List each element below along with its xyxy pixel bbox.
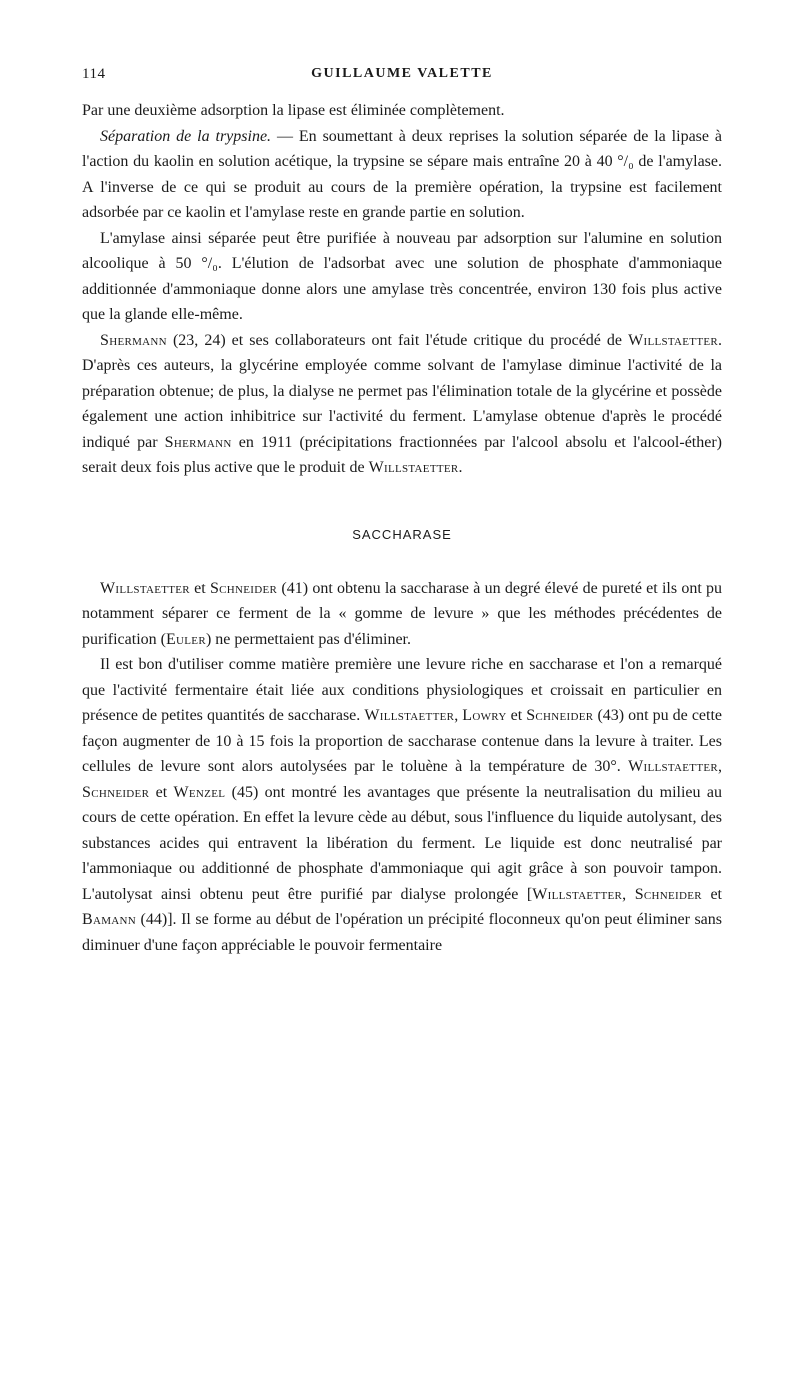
text-run: . xyxy=(458,459,463,476)
text-run: Par une deuxième adsorption la lipase est éliminée complètement. xyxy=(82,102,505,119)
text-run: , xyxy=(454,707,463,724)
author-name: Schneider xyxy=(526,707,594,724)
text-run: . D'après ces auteurs, la glycérine employée comme solvant de l'amylase diminue l'activité de la préparation obtenue; de plus, la dialyse ne permet pas l'élimination totale de la glycérine et possède également une action inhibitrice sur l'activité du ferment. L'amylase obtenue d'après le procédé indiqué par xyxy=(82,331,722,451)
text-run: et xyxy=(149,783,174,801)
text-run: L'amylase ainsi séparée peut être purifiée à nouveau par adsorption sur l'alumine en solution alcoolique à 50 °/₀. L'élution de l'adsorbat avec une solution de phosphate d'ammoniaque additionnée d'ammoniaque donne alors une amylase très concentrée, environ 130 fois plus active que la glande elle-même. xyxy=(82,229,722,323)
text-run: (45) ont montré les avantages que présente la neutralisation du milieu au cours de cette opération. En effet la levure cède au début, sous l'influence du liquide autolysant, des substances acides qui entravent la libération du ferment. Le liquide est donc neutralisé par l'ammoniaque ou additionné de phosphate d'ammoniaque qui agit grâce à son pouvoir tampon. L'autolysat ainsi obtenu peut être purifié par dialyse prolongée [ xyxy=(82,783,723,903)
page xyxy=(82,62,722,958)
author-name: Schneider xyxy=(209,579,278,597)
paragraph xyxy=(82,98,722,124)
author-name: Willstaetter xyxy=(368,459,459,476)
section-heading: SACCHARASE xyxy=(352,526,452,542)
paragraph xyxy=(82,652,722,958)
paragraph xyxy=(82,576,722,653)
text-run: (41) ont obtenu la saccharase à un degré élevé de pureté et ils ont pu notamment séparer ce ferment de la « gomme de levure » que les méthodes précédentes de purification ( xyxy=(82,579,723,648)
text-run: ) ne permettaient pas d'éliminer. xyxy=(205,630,411,648)
author-name: Willstaetter xyxy=(100,579,190,597)
author-name: Bamann xyxy=(82,911,137,928)
paragraph xyxy=(82,226,722,328)
italic-heading: Séparation de la trypsine. xyxy=(100,127,272,145)
page-number: 114 xyxy=(82,66,106,82)
author-name: Shermann xyxy=(100,331,167,349)
text-run: en 1911 (précipitations fractionnées par l'alcool absolu et l'alcool-éther) serait deux fois plus active que le produit de xyxy=(82,433,723,476)
text-run: et xyxy=(701,885,723,903)
text-run: et xyxy=(189,579,210,597)
text-run: , xyxy=(718,758,722,775)
text-run: — En soumettant à deux reprises la solution séparée de la lipase à l'action du kaolin en solution acétique, la trypsine se sépare mais entraîne 20 à 40 °/₀ de l'amylase. A l'inverse de ce qui se produit au cours de la première opération, la trypsine est facilement adsorbée par ce kaolin et l'amylase reste en grande partie en solution. xyxy=(82,127,723,221)
text-run: Il est bon d'utiliser comme matière première une levure riche en saccharase et l'on a remarqué que l'activité fermentaire était liée aux conditions physiologiques et croissait en particulier en présence de petites quantités de saccharase. xyxy=(82,656,722,724)
author-name: Schneider xyxy=(634,885,702,903)
paragraph xyxy=(82,328,722,481)
author-name: Wenzel xyxy=(173,783,226,801)
body-text-top xyxy=(82,98,722,481)
author-name: Willstaetter xyxy=(532,885,623,903)
author-name: Schneider xyxy=(82,783,150,801)
running-title: GUILLAUME VALETTE xyxy=(311,66,493,81)
author-name: Shermann xyxy=(164,433,232,451)
author-name: Euler xyxy=(165,630,206,648)
running-header xyxy=(82,62,722,86)
paragraph xyxy=(82,124,722,226)
author-name: Willstaetter xyxy=(364,707,455,724)
text-run: (44)]. Il se forme au début de l'opération un précipité floconneux qu'on peut éliminer sans diminuer d'une façon appréciable le pouvoir fermentaire xyxy=(82,911,722,954)
text-run: (43) ont pu de cette façon augmenter de 10 à 15 fois la proportion de saccharase contenue dans la levure à traiter. Les cellules de levure sont alors autolysées par le toluène à la température de 30°. xyxy=(82,707,723,775)
body-text-bottom xyxy=(82,576,722,959)
author-name: Willstaetter xyxy=(628,758,718,775)
text-run: et xyxy=(506,707,527,724)
author-name: Lowry xyxy=(462,707,507,724)
text-run: (23, 24) et ses collaborateurs ont fait l'étude critique du procédé de xyxy=(166,331,629,349)
author-name: Willstaetter xyxy=(628,331,718,349)
text-run: , xyxy=(622,885,635,903)
